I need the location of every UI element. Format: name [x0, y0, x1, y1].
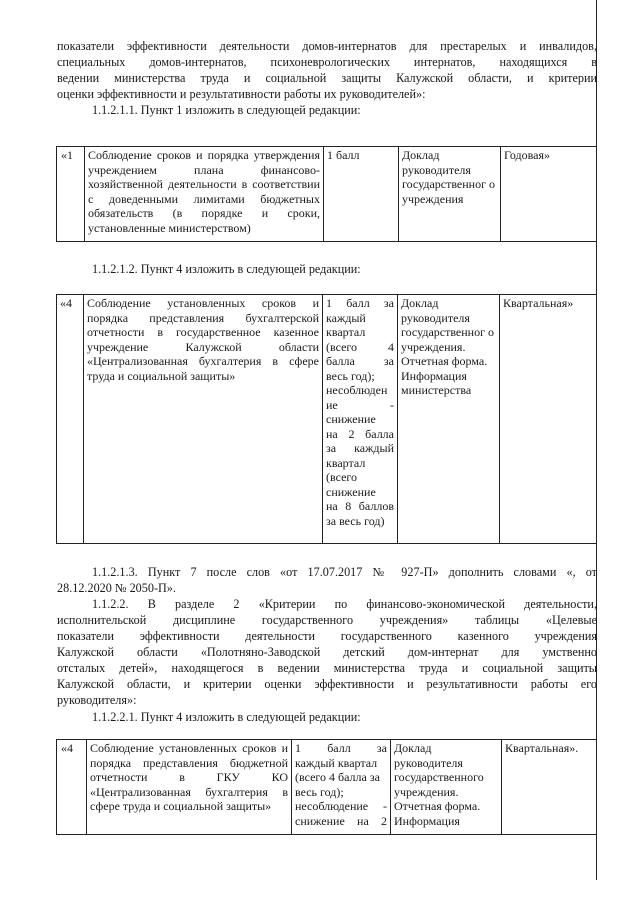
- table-cell-period: Квартальная»: [500, 295, 597, 544]
- table-cell-period: Квартальная».: [502, 740, 597, 835]
- intro-line: показатели эффективности деятельности домов-интернатов для престарелых и инвалидов,: [57, 39, 597, 53]
- score-line: каждый квартал: [295, 755, 378, 770]
- table-cell-period: Годовая»: [501, 147, 597, 242]
- score-line: (всего 4 балла за: [295, 770, 380, 784]
- table-cell-source: Доклад руководителя государственного учреждения. Отчетная форма. Информация: [391, 740, 502, 835]
- table-row: [57, 295, 597, 544]
- item-line: Калужской области, и критерии оценки эффективности и результативности работы его: [57, 677, 597, 691]
- item-line: показатели эффективности деятельности государственного казенного учреждения: [57, 629, 597, 643]
- score-line: на 8 баллов: [326, 499, 394, 513]
- score-line: за каждый: [326, 441, 394, 455]
- score-line: несоблюдение -: [295, 799, 387, 813]
- criteria-table-2: [56, 294, 597, 544]
- score-line: снижение на 2: [295, 813, 387, 828]
- table-cell-num: «1: [57, 147, 85, 242]
- score-line: балла за: [326, 354, 394, 368]
- score-line: весь год);: [326, 368, 375, 383]
- item-line: 1.1.2.2. В разделе 2 «Критерии по финансово-экономической деятельности,: [92, 597, 597, 611]
- table-cell-score: [292, 740, 391, 835]
- table-cell-criterion: Соблюдение установленных сроков и порядка представления бухгалтерской отчетности в государственное казенное учреждение Калужской области «Централизованная бухгалтерия в сфере труда и социальной защиты»: [84, 295, 323, 544]
- criteria-table-1: [56, 146, 597, 242]
- score-line: квартал: [326, 325, 366, 339]
- item-line: отсталых детей», находящегося в ведении министерства труда и социальной защиты: [57, 661, 597, 675]
- item-heading: 1.1.2.1.1. Пункт 1 изложить в следующей редакции:: [92, 103, 361, 117]
- table-cell-num: «4: [57, 295, 84, 544]
- table-cell-score: 1 балл: [324, 147, 399, 242]
- score-line: весь год);: [295, 784, 344, 799]
- score-line: снижение: [326, 412, 376, 426]
- score-line: каждый: [326, 310, 366, 325]
- item-line: Калужской области «Полотняно-Заводской детский дом-интернат для умственно: [57, 645, 597, 659]
- item-line: руководителя»:: [57, 693, 137, 707]
- table-row: [57, 740, 597, 835]
- intro-line: ведении министерства труда и социальной защиты Калужской области, и критерии: [57, 71, 597, 85]
- score-line: за весь год): [326, 513, 385, 528]
- item-heading: 1.1.2.1.2. Пункт 4 изложить в следующей редакции:: [92, 262, 361, 276]
- score-line: на 2 балла: [326, 426, 394, 441]
- score-line: (всего 4: [326, 339, 394, 354]
- score-line: (всего: [326, 470, 358, 484]
- intro-line: оценки эффективности и результативности работы их руководителей»:: [57, 87, 426, 101]
- table-row: [57, 147, 597, 242]
- table-cell-criterion: Соблюдение сроков и порядка утверждения учреждением плана финансово-хозяйственной деятельности в соответствии с доведенными лимитами бюджетных обязательств (в порядке и сроки, установленные министерством): [85, 147, 324, 242]
- item-line: исполнительской дисциплине государственного учреждения» таблицы «Целевые: [57, 613, 597, 627]
- criteria-table-3: [56, 739, 597, 835]
- table-cell-source: Доклад руководителя государственног о учреждения: [399, 147, 501, 242]
- item-line: 28.12.2020 № 2050-П».: [57, 581, 176, 595]
- intro-line: специальных домов-интернатов, психоневрологических интернатов, находящихся в: [57, 55, 597, 69]
- item-line: 1.1.2.1.3. Пункт 7 после слов «от 17.07.2017 № 927-П» дополнить словами «, от: [92, 565, 597, 579]
- score-line: квартал: [326, 455, 366, 470]
- table-cell-source: Доклад руководителя государственног о учреждения. Отчетная форма. Информация министерства: [398, 295, 500, 544]
- item-heading: 1.1.2.2.1. Пункт 4 изложить в следующей редакции:: [92, 710, 361, 724]
- score-line: снижение: [326, 484, 376, 499]
- table-cell-score: [323, 295, 398, 544]
- score-line: несоблюден: [326, 383, 388, 397]
- score-line: 1 балл за: [295, 741, 387, 755]
- table-cell-criterion: Соблюдение установленных сроков и порядка представления бюджетной отчетности в ГКУ КО «Централизованная бухгалтерия в сфере труда и социальной защиты»: [87, 740, 292, 835]
- table-cell-num: «4: [57, 740, 87, 835]
- score-line: ие -: [326, 397, 394, 412]
- score-line: 1 балл за: [326, 296, 394, 310]
